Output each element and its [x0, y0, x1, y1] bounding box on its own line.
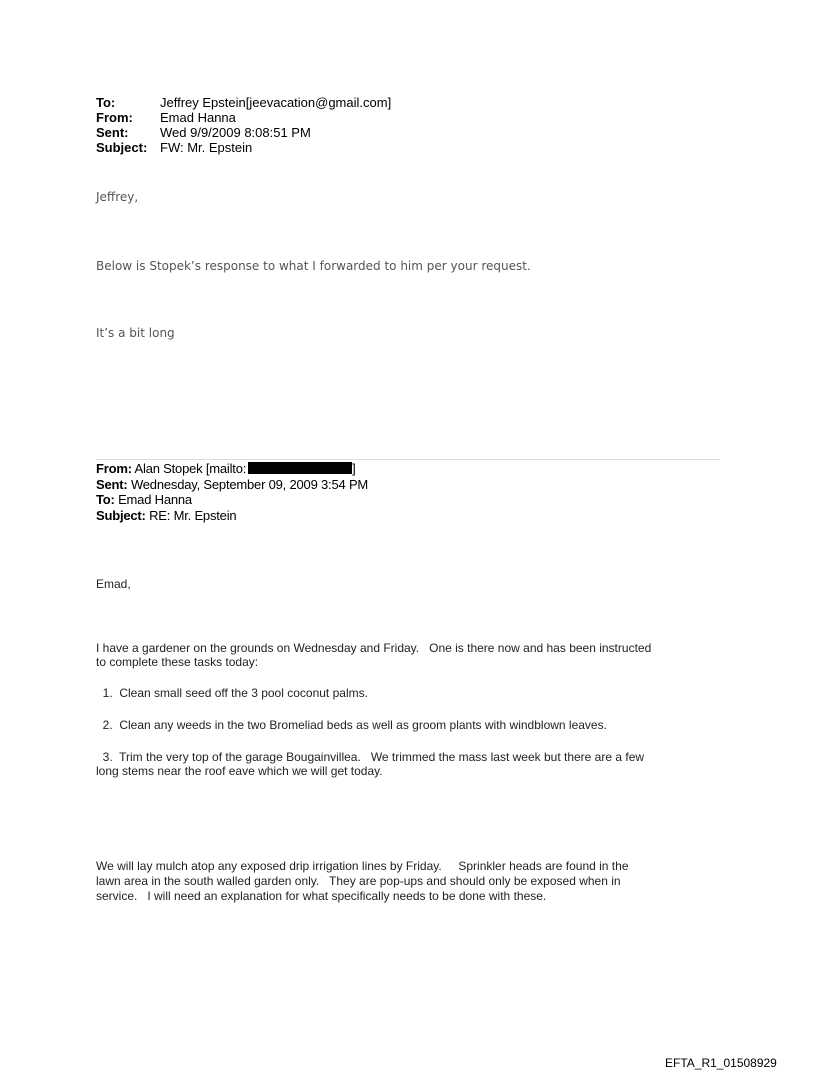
para2-line-3: service. I will need an explanation for what specifically needs to be done with these.: [96, 889, 547, 903]
fwd-sent-row: [96, 477, 368, 493]
intro-greeting: Jeffrey,: [96, 190, 139, 204]
para1-line-1: I have a gardener on the grounds on Wednesday and Friday. One is there now and has been instructed: [96, 641, 652, 655]
header-from-row: [96, 110, 391, 125]
para1-line-2: to complete these tasks today:: [96, 655, 259, 669]
email-header: [96, 95, 391, 155]
fwd-sent-value: Wednesday, September 09, 2009 3:54 PM: [130, 476, 369, 492]
fwd-from-label: From:: [96, 461, 132, 476]
to-label: To:: [96, 95, 116, 110]
fwd-to-row: [96, 492, 368, 508]
header-subject-row: [96, 140, 391, 155]
header-sent-row: [96, 125, 391, 140]
subject-label: Subject:: [96, 140, 148, 155]
sent-value: Wed 9/9/2009 8:08:51 PM: [160, 125, 311, 140]
redaction-box: [248, 462, 352, 474]
sent-label: Sent:: [96, 125, 129, 140]
fwd-subject-value: RE: Mr. Epstein: [149, 507, 237, 523]
from-value: Emad Hanna: [160, 110, 236, 125]
task-item-2: 2. Clean any weeds in the two Bromeliad beds as well as groom plants with windblown leaves.: [96, 718, 607, 732]
para2-line-1: We will lay mulch atop any exposed drip irrigation lines by Friday. Sprinkler heads are found in the: [96, 859, 629, 873]
forward-separator: [96, 459, 720, 460]
from-label: From:: [96, 110, 133, 125]
fwd-to-value: Emad Hanna: [118, 492, 192, 507]
subject-value: FW: Mr. Epstein: [160, 140, 253, 155]
fwd-subject-row: [96, 508, 368, 524]
fwd-from-value: Alan Stopek [mailto:: [134, 461, 247, 476]
fwd-subject-label: Subject:: [96, 507, 146, 523]
forwarded-header: [96, 461, 368, 523]
task-item-3-line-2: long stems near the roof eave which we will get today.: [96, 764, 383, 778]
to-value: Jeffrey Epstein[jeevacation@gmail.com]: [160, 95, 392, 110]
task-item-1: 1. Clean small seed off the 3 pool coconut palms.: [96, 686, 368, 700]
fwd-to-label: To:: [96, 492, 115, 507]
intro-line-1: Below is Stopek’s response to what I forwarded to him per your request.: [96, 259, 531, 273]
para2-line-2: lawn area in the south walled garden only. They are pop-ups and should only be exposed when in: [96, 874, 621, 888]
intro-line-2: It’s a bit long: [96, 326, 175, 340]
fwd-from-suffix: ]: [352, 461, 356, 476]
document-id: EFTA_R1_01508929: [665, 1056, 777, 1070]
message-greeting: Emad,: [96, 577, 131, 591]
task-item-3-line-1: 3. Trim the very top of the garage Bougainvillea. We trimmed the mass last week but there are a few: [96, 750, 645, 764]
fwd-sent-label: Sent:: [96, 476, 128, 492]
fwd-from-row: [96, 461, 368, 477]
header-to-row: [96, 95, 391, 110]
